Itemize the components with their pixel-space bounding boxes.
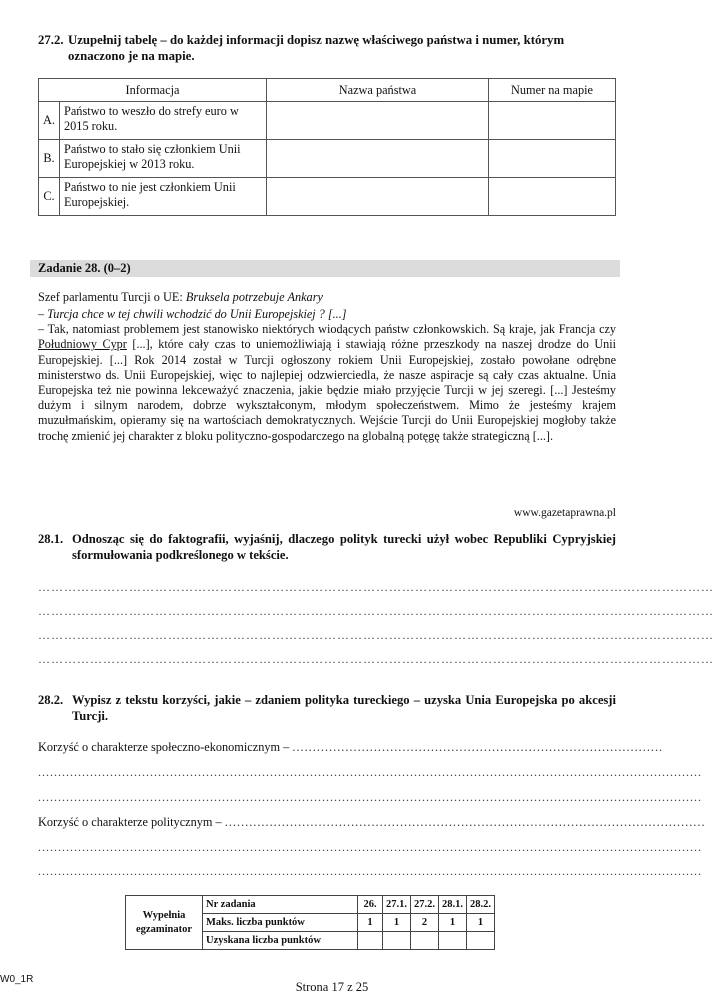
interview-answer (38, 322, 616, 444)
table-row (126, 896, 495, 914)
benefit-label: Korzyść o charakterze politycznym – (38, 815, 225, 829)
source-title-plain: Szef parlamentu Turcji o UE: (38, 290, 186, 304)
row-info: Państwo to stało się członkiem Unii Europejskiej w 2013 roku. (60, 140, 267, 178)
exam-code: W0_1R (0, 974, 34, 985)
answer-fill[interactable]: ........................................................................................... (292, 740, 664, 754)
task-number-cell: 28.2. (467, 896, 495, 914)
row-info: Państwo to nie jest członkiem Unii Europejskiej. (60, 178, 267, 216)
answer-part-2: [...], które cały czas to uniemożliwiają i stawiają różne przeszkody na naszej drodze do Unii Europejskiej. [...] Rok 2014 został w Turcji ogłoszony rokiem Unii Europejskiej, zostało powołane odrębne ministerstwo ds. Unii Europejskiej, więc to najlepiej odzwierciedla, że nasze aspiracje są cały czas aktualne. Unia Europejska też nie powinna lekceważyć znaczenia, jakie będzie miało przyjęcie Turcji w jej szeregi. [...] Jesteśmy dużym i silnym narodem, dobrze wykształconym, młodym społeczeństwem. Mimo że jesteśmy krajem muzułmańskim, opieramy się na wartościach demokratycznych. Wejście Turcji do Unii Europejskiej mogłoby także trochę zmienić jej charakter z bloku polityczno-gospodarczego na globalną potęgę także strategiczną [...]. (38, 337, 617, 443)
row-label: Nr zadania (203, 896, 358, 914)
source-passage (38, 307, 616, 444)
row-label: Uzyskana liczba punktów (203, 932, 358, 950)
task-number-cell: 27.2. (411, 896, 439, 914)
map-number-cell[interactable] (489, 140, 616, 178)
task-28-2-instruction (38, 692, 616, 724)
header-info: Informacja (39, 79, 267, 102)
examiner-score-table (125, 895, 495, 950)
task-number: 28.1. (38, 532, 64, 546)
country-name-cell[interactable] (267, 178, 489, 216)
examiner-label: Wypełnia egzaminator (126, 896, 203, 950)
row-letter: A. (39, 102, 60, 140)
table-row (39, 102, 616, 140)
row-info: Państwo to weszło do strefy euro w 2015 roku. (60, 102, 267, 140)
answer-line[interactable]: ………………………………………………………………………………………………………………………………………… (38, 604, 714, 618)
task-number: 28.2. (38, 693, 64, 707)
obtained-points-cell[interactable] (439, 932, 467, 950)
source-citation: www.gazetaprawna.pl (513, 507, 616, 519)
answer-line[interactable]: ...................................................................................................................................................................... (38, 840, 702, 854)
answer-part-1: – Tak, natomiast problemem jest stanowisko niektórych wiodących państw członkowskich. Są kraje, jak Francja czy (38, 322, 616, 337)
task-instruction-text: Uzupełnij tabelę – do każdej informacji dopisz nazwę właściwego państwa i numer, którym oznaczono je na mapie. (68, 33, 565, 63)
max-points-cell: 1 (439, 914, 467, 932)
task-27-2-instruction (38, 32, 618, 64)
max-points-cell: 1 (383, 914, 411, 932)
answer-line[interactable]: ...................................................................................................................................................................... (38, 765, 702, 779)
row-letter: C. (39, 178, 60, 216)
obtained-points-cell[interactable] (411, 932, 439, 950)
obtained-points-cell[interactable] (467, 932, 495, 950)
answer-line[interactable]: ………………………………………………………………………………………………………………………………………… (38, 652, 714, 666)
obtained-points-cell[interactable] (383, 932, 411, 950)
answer-fill[interactable]: ...................................................................................................................... (224, 815, 706, 829)
map-number-cell[interactable] (489, 178, 616, 216)
table-row (39, 178, 616, 216)
task-instruction-text: Wypisz z tekstu korzyści, jakie – zdaniem polityka tureckiego – uzyska Unia Europejska po akcesji Turcji. (72, 693, 616, 723)
country-name-cell[interactable] (267, 140, 489, 178)
task-number-cell: 27.1. (383, 896, 411, 914)
answer-line[interactable]: ………………………………………………………………………………………………………………………………………… (38, 580, 714, 594)
answer-line[interactable]: ………………………………………………………………………………………………………………………………………… (38, 628, 714, 642)
task-number-cell: 28.1. (439, 896, 467, 914)
answer-line[interactable]: ...................................................................................................................................................................... (38, 790, 702, 804)
header-map-number: Numer na mapie (489, 79, 616, 102)
obtained-points-cell[interactable] (358, 932, 383, 950)
task-28-1-instruction (38, 531, 616, 563)
benefit-socioeconomic-line[interactable] (38, 740, 663, 755)
answer-line[interactable]: ...................................................................................................................................................................... (38, 864, 702, 878)
benefit-political-line[interactable] (38, 815, 706, 830)
max-points-cell: 2 (411, 914, 439, 932)
task-instruction-text: Odnosząc się do faktografii, wyjaśnij, dlaczego polityk turecki użył wobec Republiki Cypryjskiej sformułowania podkreślonego w tekście. (72, 532, 616, 562)
task-number-cell: 26. (358, 896, 383, 914)
header-country-name: Nazwa państwa (267, 79, 489, 102)
page-number: Strona 17 z 25 (295, 980, 369, 994)
task-28-header: Zadanie 28. (0–2) (30, 260, 620, 277)
underlined-phrase: Południowy Cypr (38, 337, 127, 352)
source-title-italic: Bruksela potrzebuje Ankary (185, 290, 323, 304)
row-label: Maks. liczba punktów (203, 914, 358, 932)
table-row (39, 140, 616, 178)
max-points-cell: 1 (358, 914, 383, 932)
task-27-2-table (38, 78, 616, 216)
source-title (38, 290, 323, 305)
benefit-label: Korzyść o charakterze społeczno-ekonomicznym – (38, 740, 293, 754)
map-number-cell[interactable] (489, 102, 616, 140)
task-number: 27.2. (38, 33, 64, 47)
max-points-cell: 1 (467, 914, 495, 932)
country-name-cell[interactable] (267, 102, 489, 140)
row-letter: B. (39, 140, 60, 178)
table-header-row (39, 79, 616, 102)
interview-question: – Turcja chce w tej chwili wchodzić do Unii Europejskiej ? [...] (38, 307, 347, 321)
